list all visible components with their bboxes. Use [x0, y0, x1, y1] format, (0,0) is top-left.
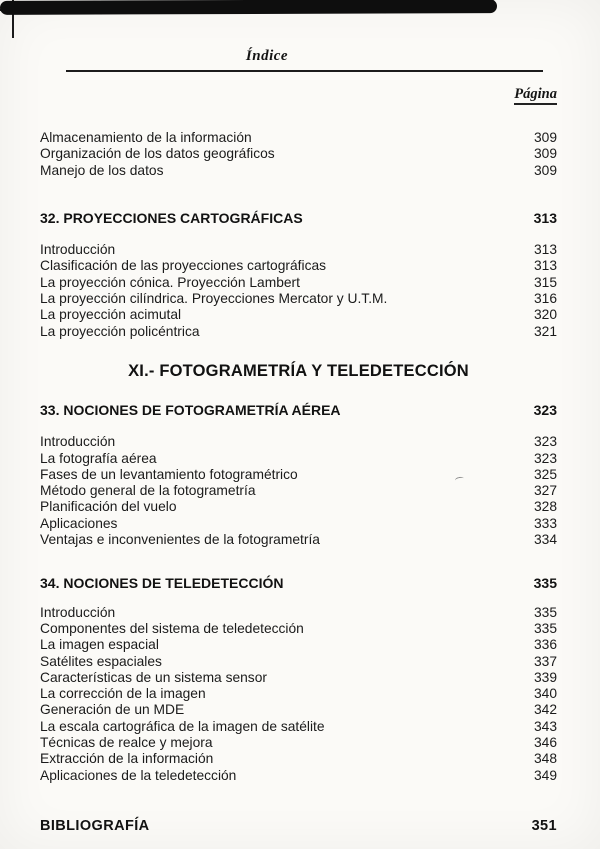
page-header	[0, 14, 600, 103]
toc-entry-label: Extracción de la información	[40, 751, 214, 767]
toc-entry-label: La escala cartográfica de la imagen de satélite	[40, 718, 325, 734]
toc-chapter-heading-page-number: 335	[533, 575, 557, 592]
toc-section	[40, 130, 557, 179]
toc-entry-label: La proyección policéntrica	[40, 323, 200, 339]
toc-chapter-heading-label: 32. PROYECCIONES CARTOGRÁFICAS	[40, 209, 303, 226]
toc-entry	[40, 258, 557, 274]
toc-entry-label: Componentes del sistema de teledetección	[40, 620, 304, 636]
toc-entry	[40, 621, 557, 637]
toc-entry-label: Características de un sistema sensor	[40, 669, 267, 685]
toc-entry-label: Satélites espaciales	[40, 653, 162, 669]
toc-entry-label: Método general de la fotogrametría	[40, 483, 256, 499]
toc-section	[40, 402, 557, 548]
toc-entry	[40, 163, 557, 179]
toc-entry-page-number: 337	[533, 653, 557, 669]
toc-entry-label: La proyección acimutal	[40, 307, 182, 323]
toc-entry-page-number: 346	[533, 735, 557, 751]
toc-entry-page-number: 323	[533, 434, 557, 450]
toc-entry-page-number: 342	[533, 702, 557, 718]
toc-entry	[40, 532, 557, 548]
toc-chapter-heading	[40, 210, 557, 226]
header-rule	[66, 70, 543, 72]
toc-entry-page-number: 348	[533, 751, 557, 767]
toc-entry-label: Técnicas de realce y mejora	[40, 735, 213, 751]
bibliography-heading-page-number: 351	[531, 817, 557, 834]
toc-entry	[40, 324, 557, 340]
toc-section	[40, 818, 557, 834]
toc-entry-page-number: 334	[533, 532, 557, 548]
toc-entry-page-number: 335	[533, 604, 557, 620]
toc-entry	[40, 483, 557, 499]
toc-entry-label: Ventajas e inconvenientes de la fotogrametría	[40, 532, 320, 548]
toc-entry	[40, 751, 557, 767]
toc-entry-label: La proyección cónica. Proyección Lambert	[40, 274, 300, 290]
toc-entry	[40, 516, 557, 532]
toc-entry-page-number: 336	[533, 637, 557, 653]
toc-entry-page-number: 343	[533, 718, 557, 734]
toc-entry-page-number: 328	[533, 499, 557, 515]
toc-chapter-heading-page-number: 313	[533, 209, 557, 226]
toc-entry-page-number: 313	[533, 258, 557, 274]
toc-entry-label: Clasificación de las proyecciones cartográficas	[40, 258, 327, 274]
toc-entry-label: Introducción	[40, 242, 116, 258]
toc-chapter-heading-label: 33. NOCIONES DE FOTOGRAMETRÍA AÉREA	[40, 401, 341, 418]
toc-entry	[40, 291, 557, 307]
toc-entry	[40, 637, 557, 653]
toc-entry-page-number: 333	[533, 515, 557, 531]
table-of-contents	[0, 130, 600, 834]
toc-chapter-heading	[40, 402, 557, 418]
toc-entry	[40, 275, 557, 291]
toc-entry	[40, 670, 557, 686]
bibliography-heading	[40, 818, 557, 834]
toc-entry-label: La proyección cilíndrica. Proyecciones Mercator y U.T.M.	[40, 291, 388, 307]
toc-entry-label: Organización de los datos geográficos	[40, 146, 275, 162]
toc-section	[40, 575, 557, 784]
toc-entry-page-number: 313	[533, 242, 557, 258]
toc-entry	[40, 719, 557, 735]
toc-entry	[40, 605, 557, 621]
toc-entry	[40, 499, 557, 515]
toc-entry-label: Planificación del vuelo	[40, 499, 177, 515]
toc-entry-page-number: 315	[533, 274, 557, 290]
toc-entry	[40, 654, 557, 670]
toc-entry-page-number: 309	[533, 146, 557, 162]
toc-entry-label: Aplicaciones	[40, 515, 118, 531]
toc-entry-page-number: 316	[533, 291, 557, 307]
page-column-label: Página	[514, 86, 557, 105]
toc-entry-page-number: 309	[533, 130, 557, 145]
toc-chapter-heading	[40, 575, 557, 591]
toc-entry	[40, 146, 557, 162]
toc-entry-page-number: 327	[533, 483, 557, 499]
bibliography-heading-label: BIBLIOGRAFÍA	[40, 817, 150, 834]
toc-entry-page-number: 339	[533, 669, 557, 685]
toc-entry-label: La imagen espacial	[40, 637, 159, 653]
toc-entry-label: Generación de un MDE	[40, 702, 185, 718]
toc-section	[40, 210, 557, 340]
toc-entry-label: Almacenamiento de la información	[40, 130, 252, 145]
toc-entry	[40, 451, 557, 467]
page-column-header	[0, 85, 600, 103]
toc-entry-label: Manejo de los datos	[40, 162, 164, 178]
scan-artifact-bottom-bar	[0, 0, 497, 15]
toc-chapter-heading-label: 34. NOCIONES DE TELEDETECCIÓN	[40, 575, 284, 592]
toc-entry	[40, 242, 557, 258]
toc-entry	[40, 307, 557, 323]
toc-entry	[40, 768, 557, 784]
toc-entry	[40, 130, 557, 146]
toc-section	[40, 362, 557, 381]
toc-chapter-heading-page-number: 323	[533, 401, 557, 418]
toc-entry-label: Fases de un levantamiento fotogramétrico	[40, 466, 298, 482]
page-title: Índice	[245, 48, 289, 64]
toc-entry-page-number: 340	[533, 686, 557, 702]
part-heading: XI.- FOTOGRAMETRÍA Y TELEDETECCIÓN	[128, 361, 469, 380]
toc-entry	[40, 434, 557, 450]
toc-entry-label: Aplicaciones de la teledetección	[40, 767, 237, 783]
toc-entry-page-number: 320	[533, 307, 557, 323]
toc-entry-page-number: 321	[533, 323, 557, 339]
toc-entry-label: La fotografía aérea	[40, 450, 157, 466]
toc-entry	[40, 735, 557, 751]
toc-entry-page-number: 335	[533, 620, 557, 636]
toc-entry	[40, 702, 557, 718]
toc-entry-label: Introducción	[40, 604, 116, 620]
toc-entry-page-number: 323	[533, 450, 557, 466]
toc-entry-page-number: 325	[533, 466, 557, 482]
toc-entry-label: Introducción	[40, 434, 116, 450]
toc-entry	[40, 686, 557, 702]
toc-entry	[40, 467, 557, 483]
toc-entry-page-number: 349	[533, 767, 557, 783]
toc-entry-page-number: 309	[533, 162, 557, 178]
toc-entry-label: La corrección de la imagen	[40, 686, 206, 702]
